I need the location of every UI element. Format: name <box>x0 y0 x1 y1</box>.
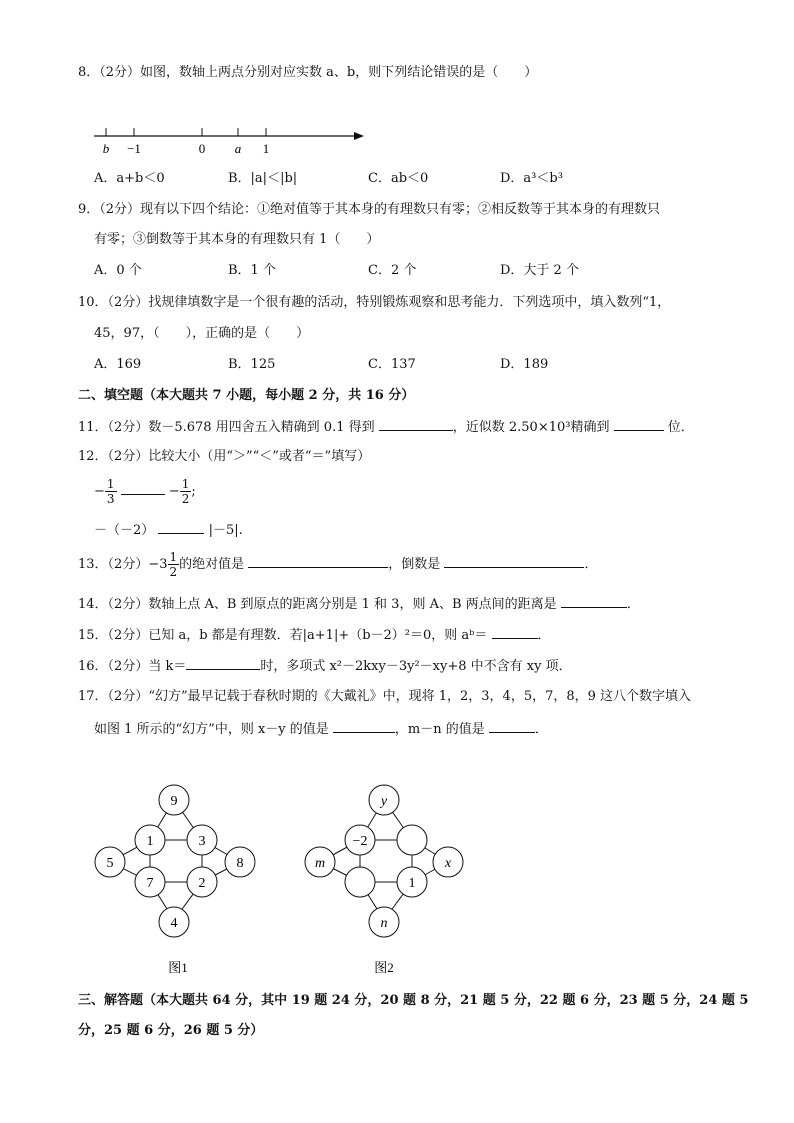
q12-expr-left: －（－2） <box>94 523 155 538</box>
fig1-caption: 图1 <box>168 960 188 975</box>
q12-blank-1[interactable] <box>121 482 165 495</box>
q11-blank-2[interactable] <box>614 418 664 431</box>
q9-line1: 9．（2分）现有以下四个结论：①绝对值等于其本身的有理数只有零；②相反数等于其本身的有理数只 <box>78 202 661 217</box>
fig1-upper-right-node: 3 <box>198 834 206 849</box>
q15 <box>78 626 551 645</box>
q12-minus-2: − <box>168 484 180 499</box>
q17-line2 <box>94 720 548 739</box>
fig1-upper-left-node: 1 <box>146 834 154 849</box>
q9-line2: 有零；③倒数等于其本身的有理数只有 1（ ） <box>94 232 380 247</box>
number-line <box>88 120 378 160</box>
q8-stem: 8．（2分）如图，数轴上两点分别对应实数 a、b，则下列结论错误的是（ ） <box>78 65 538 80</box>
q10-line1: 10．（2分）找规律填数字是一个很有趣的活动，特别锻炼观察和思考能力．下列选项中，填入数列“1， <box>78 295 671 310</box>
q10-line2: 45，97，（ ），正确的是（ ） <box>94 326 310 341</box>
q9-option-c: C．2 个 <box>368 263 417 278</box>
q8-option-a: A．a+b＜0 <box>94 171 165 186</box>
q12-fraction-2 <box>180 477 192 506</box>
fig2-bottom-node: n <box>380 916 388 931</box>
q17-text-b: ，m－n 的值是 <box>394 722 485 737</box>
figure-2-magic-square <box>296 780 476 980</box>
fig2-right-node: x <box>444 856 452 871</box>
section-3-heading-line2: 分，25 题 6 分，26 题 5 分） <box>78 1023 264 1038</box>
q12-line2 <box>94 475 196 509</box>
q17-text-c: ． <box>534 722 548 737</box>
q8-option-b: B．|a|＜|b| <box>228 171 298 186</box>
fig1-lower-right-node: 2 <box>198 876 206 891</box>
q11 <box>78 418 694 437</box>
fig2-lower-right-node: 1 <box>408 876 416 891</box>
q14 <box>78 595 640 614</box>
axis-label-minus-one: −1 <box>127 141 141 156</box>
fraction-denominator: 2 <box>181 492 190 506</box>
axis-label-one: 1 <box>262 141 270 156</box>
q16-text-a: 16．（2分）当 k＝ <box>78 659 187 674</box>
q8-option-c: C．ab＜0 <box>368 171 429 186</box>
q10-option-c: C．137 <box>368 357 416 372</box>
q17-blank-2[interactable] <box>489 720 535 733</box>
q10-option-d: D．189 <box>500 357 549 372</box>
q12-fraction-1 <box>105 477 117 506</box>
q16-text-b: 时，多项式 x²－2kxy－3y²－xy+8 中不含有 xy 项． <box>260 659 572 674</box>
q12-minus-1: − <box>94 484 105 499</box>
q13-number: 13．（2分） <box>78 557 149 572</box>
q16 <box>78 657 572 676</box>
q12-semicolon: ; <box>191 484 196 499</box>
section-2-heading: 二、填空题（本大题共 7 小题，每小题 2 分，共 16 分） <box>78 388 415 403</box>
q17-text-a: 如图 1 所示的“幻方”中，则 x－y 的值是 <box>94 722 329 737</box>
fraction-numerator: 1 <box>181 477 190 491</box>
fig2-upper-left-node: −2 <box>352 834 368 849</box>
fraction-numerator: 1 <box>106 477 115 491</box>
q13-fraction <box>168 550 180 579</box>
q13 <box>78 548 597 582</box>
fig1-right-node: 8 <box>236 856 244 871</box>
q16-blank[interactable] <box>186 657 260 670</box>
q12-expr-right: |－5|. <box>208 523 243 538</box>
q13-blank-2[interactable] <box>444 555 584 568</box>
fraction-numerator: 1 <box>169 550 178 564</box>
q9-option-b: B．1 个 <box>228 263 276 278</box>
q12-line3 <box>94 521 243 540</box>
q11-text-b: ，近似数 2.50×10³精确到 <box>452 420 610 435</box>
q13-text-c: ，倒数是 <box>388 557 441 572</box>
fig1-bottom-node: 4 <box>170 916 178 931</box>
q17-blank-1[interactable] <box>333 720 395 733</box>
q10-option-a: A．169 <box>94 357 142 372</box>
q11-text-c: 位． <box>667 420 694 435</box>
fraction-denominator: 2 <box>169 565 178 579</box>
q13-whole-part: −3 <box>148 557 168 572</box>
axis-label-zero: 0 <box>198 141 206 156</box>
q14-blank[interactable] <box>561 595 627 608</box>
fig2-caption: 图2 <box>374 960 394 975</box>
q9-option-d: D．大于 2 个 <box>500 263 579 278</box>
axis-label-b: b <box>102 141 110 156</box>
q9-option-a: A．0 个 <box>94 263 142 278</box>
fraction-denominator: 3 <box>106 492 115 506</box>
q17-line1: 17．（2分）“幻方”最早记载于春秋时期的《大戴礼》中，现将 1，2，3，4，5，7，8，9 这八个数字填入 <box>78 689 692 704</box>
q14-text: 14．（2分）数轴上点 A、B 到原点的距离分别是 1 和 3，则 A、B 两点间的距离是 <box>78 597 557 612</box>
q15-text: 15．（2分）已知 a，b 都是有理数．若|a+1|+（b－2）²＝0，则 aᵇ＝ <box>78 628 488 643</box>
section-3-heading-line1: 三、解答题（本大题共 64 分，其中 19 题 24 分，20 题 8 分，21 题 5 分，22 题 6 分，23 题 5 分，24 题 5 <box>78 993 749 1008</box>
fig1-left-node: 5 <box>106 856 114 871</box>
q13-blank-1[interactable] <box>248 555 388 568</box>
q13-text-b: 的绝对值是 <box>179 557 245 572</box>
fig1-top-node: 9 <box>170 794 178 809</box>
q12-blank-2[interactable] <box>158 521 204 534</box>
q10-option-b: B．125 <box>228 357 276 372</box>
q14-end: ． <box>626 597 640 612</box>
axis-label-a: a <box>234 141 242 156</box>
fig1-lower-left-node: 7 <box>146 876 154 891</box>
q13-text-d: ． <box>584 557 598 572</box>
q15-end: ． <box>537 628 551 643</box>
q8-option-d: D．a³＜b³ <box>500 171 563 186</box>
fig2-top-node: y <box>380 794 388 809</box>
q11-blank-1[interactable] <box>379 418 453 431</box>
q11-text-a: 11．（2分）数－5.678 用四舍五入精确到 0.1 得到 <box>78 420 375 435</box>
figure-1-magic-square <box>88 780 268 980</box>
q15-blank[interactable] <box>492 626 538 639</box>
fig2-left-node: m <box>314 856 326 871</box>
q12-stem: 12．（2分）比较大小（用“＞”“＜”或者“＝”填写） <box>78 449 371 464</box>
